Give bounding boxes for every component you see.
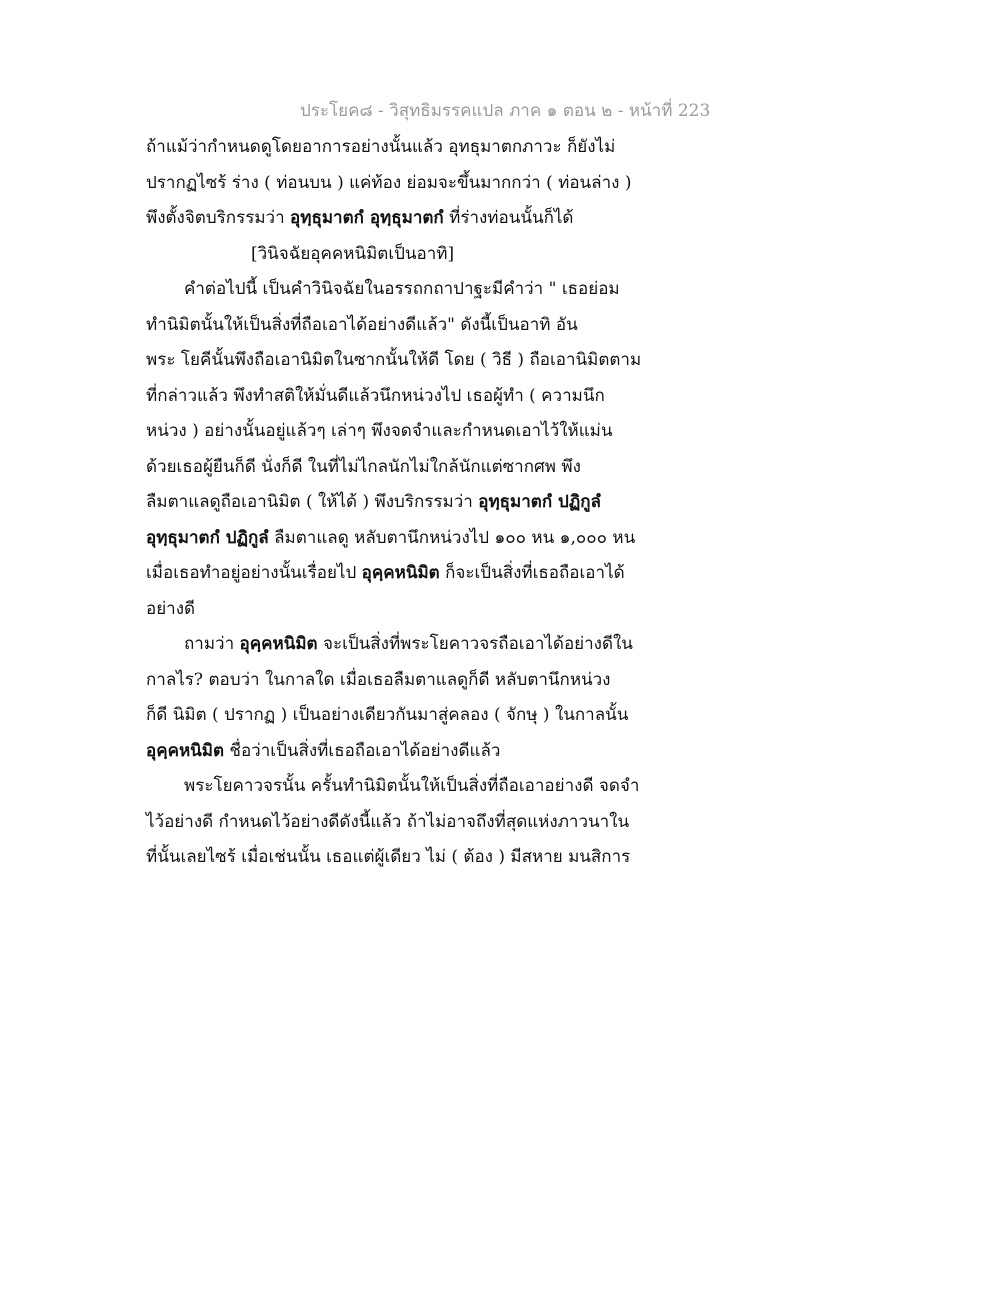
- bold-term: อุคฺคหนิมิต: [361, 563, 440, 583]
- text-run: ถามว่า: [184, 634, 240, 654]
- page-header: ประโยค๘ - วิสุทธิมรรคแปล ภาค ๑ ตอน ๒ - หน้าที่ 223: [300, 101, 711, 121]
- text-line: [146, 521, 666, 557]
- bold-term: อุคฺคหนิมิต: [146, 740, 225, 761]
- bold-term: อุทฺธุมาตกํ อุทฺธุมาตกํ: [290, 208, 444, 228]
- text-run: ลืมตาแลดู หลับตานึกหน่วงไป ๑๐๐ หน ๑,๐๐๐ หน: [268, 527, 636, 548]
- text-run: พึงตั้งจิตบริกรรมว่า: [146, 208, 291, 228]
- text-line: [146, 201, 666, 237]
- text-line: [146, 379, 666, 415]
- text-run: ที่กล่าวแล้ว พึงทำสติให้มั่นดีแล้วนึกหน่วงไป เธอผู้ทำ ( ความนึก: [146, 385, 605, 406]
- text-run: ถ้าแม้ว่ากำหนดดูโดยอาการอย่างนั้นแล้ว อุทธุมาตกภาวะ ก็ยังไม่: [146, 137, 616, 157]
- text-run: ปรากฏไซร้ ร่าง ( ท่อนบน ) แค่ท้อง ย่อมจะขึ้นมากกว่า ( ท่อนล่าง ): [146, 172, 632, 193]
- text-line: [146, 343, 666, 379]
- text-run: ลืมตาแลดูถือเอานิมิต ( ให้ได้ ) พึงบริกรรมว่า: [146, 492, 479, 512]
- text-line: [146, 734, 666, 770]
- text-line: [146, 627, 666, 663]
- text-line: [146, 769, 666, 805]
- text-run: กาลไร? ตอบว่า ในกาลใด เมื่อเธอลืมตาแลดูก็ดี หลับตานึกหน่วง: [146, 669, 611, 690]
- text-line: [146, 485, 666, 521]
- text-line: [146, 450, 666, 486]
- text-run: พระ โยคีนั้นพึงถือเอานิมิตในซากนั้นให้ดี โดย ( วิธี ) ถือเอานิมิตตาม: [146, 350, 642, 370]
- text-line: [146, 166, 666, 202]
- text-run: ไว้อย่างดี กำหนดไว้อย่างดีดังนี้แล้ว ถ้าไม่อาจถึงที่สุดแห่งภาวนาใน: [146, 811, 630, 832]
- text-run: ชื่อว่าเป็นสิ่งที่เธอถือเอาได้อย่างดีแล้ว: [224, 740, 501, 761]
- text-line: [146, 272, 666, 308]
- text-line: [146, 663, 666, 699]
- text-run: หน่วง ) อย่างนั้นอยู่แล้วๆ เล่าๆ พึงจดจำและกำหนดเอาไว้ให้แม่น: [146, 421, 613, 441]
- text-line: [146, 592, 666, 628]
- text-line: [146, 805, 666, 841]
- text-run: พระโยคาวจรนั้น ครั้นทำนิมิตนั้นให้เป็นสิ่งที่ถือเอาอย่างดี จดจำ: [184, 776, 640, 796]
- text-line: [146, 414, 666, 450]
- text-line: [146, 308, 666, 344]
- text-run: คำต่อไปนี้ เป็นคำวินิจฉัยในอรรถกถาปาฐะมีคำว่า " เธอย่อม: [184, 279, 620, 299]
- body-text: [146, 130, 666, 876]
- text-run: จะเป็นสิ่งที่พระโยคาวจรถือเอาได้อย่างดีใน: [317, 634, 633, 654]
- text-line: [146, 840, 666, 876]
- text-run: ทำนิมิตนั้นให้เป็นสิ่งที่ถือเอาได้อย่างดีแล้ว" ดังนี้เป็นอาทิ อัน: [146, 314, 578, 335]
- bold-term: อุทฺธุมาตกํ ปฏิกูลํ: [478, 492, 601, 512]
- text-run: ที่ร่างท่อนนั้นก็ได้: [443, 208, 574, 228]
- section-heading: [146, 237, 666, 273]
- text-line: [146, 698, 666, 734]
- text-run: [วินิจฉัยอุคคหนิมิตเป็นอาทิ]: [251, 243, 455, 264]
- text-run: ก็จะเป็นสิ่งที่เธอถือเอาได้: [439, 563, 625, 583]
- text-line: [146, 556, 666, 592]
- text-run: ที่นั้นเลยไซร้ เมื่อเช่นนั้น เธอแต่ผู้เดียว ไม่ ( ต้อง ) มีสหาย มนสิการ: [146, 847, 631, 867]
- bold-term: อุคฺคหนิมิต: [239, 634, 318, 654]
- bold-term: อุทฺธุมาตกํ ปฏิกูลํ: [146, 527, 269, 548]
- text-run: อย่างดี: [146, 598, 196, 619]
- text-run: ด้วยเธอผู้ยืนก็ดี นั่งก็ดี ในที่ไม่ไกลนักไม่ใกล้นักแต่ซากศพ พึง: [146, 456, 581, 477]
- text-run: ก็ดี นิมิต ( ปรากฏ ) เป็นอย่างเดียวกันมาสู่คลอง ( จักษุ ) ในกาลนั้น: [146, 705, 629, 725]
- text-run: เมื่อเธอทำอยู่อย่างนั้นเรื่อยไป: [146, 563, 362, 583]
- text-line: [146, 130, 666, 166]
